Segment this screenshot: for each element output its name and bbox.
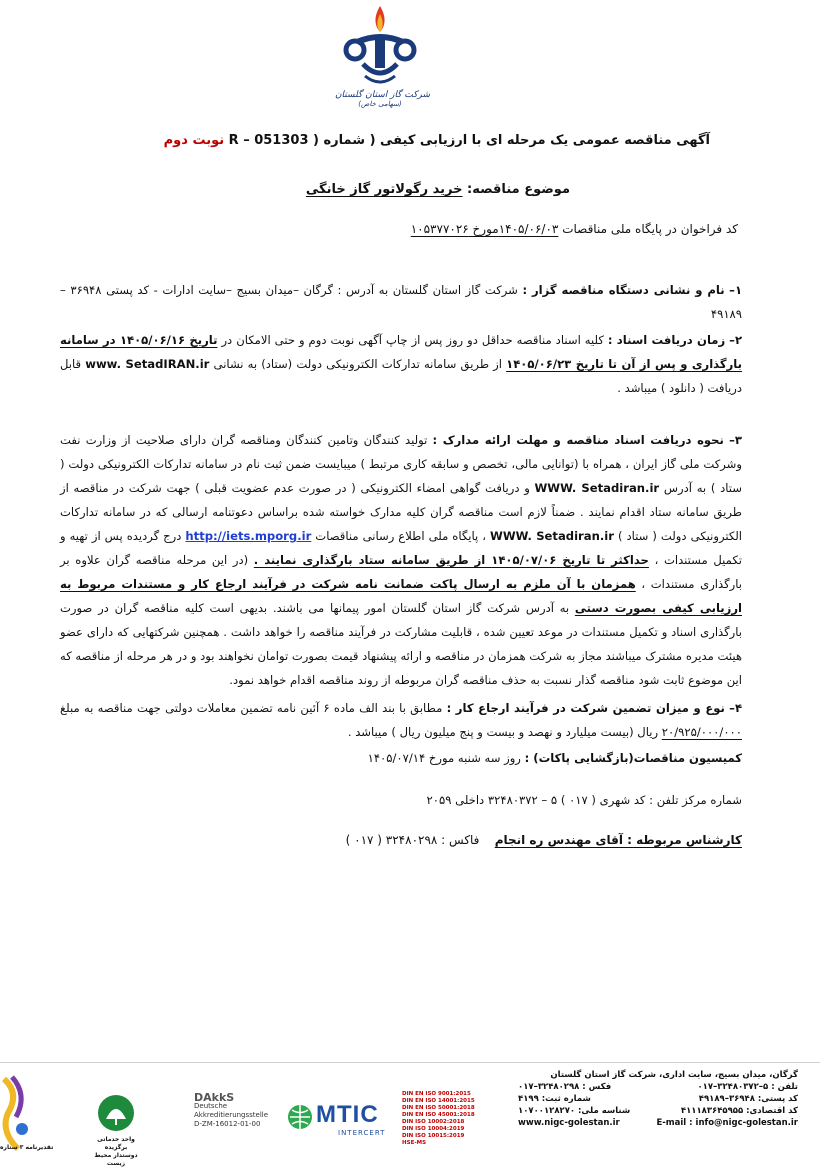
section-2-heading: زمان دریافت اسناد : xyxy=(607,333,726,347)
section-2-text-3: قابل دریافت ( دانلود ) میباشد . xyxy=(60,357,742,395)
section-3-text-4: درج گردیده پس از تهیه و تکمیل مستندات ، xyxy=(60,529,742,567)
iso-item: DIN EN ISO 9001:2015 xyxy=(402,1091,471,1097)
section-4-text-1: مطابق با بند الف ماده ۶ آئین نامه تضمین معاملات دولتی جهت مناقصه به مبلغ xyxy=(60,701,443,715)
section-3-text-1: تولید کنندگان وتامین کنندگان ومناقصه گران دارای صلاحیت از وزارت نفت وشرکت ملی گاز ایران ، همراه با (توانایی مالی، تخصص و سابقه کاری مرتبط ) میبایست ضمن ثبت نام در سامانه تدارکات الکترونیکی دولت ( ستاد ) به آدرس xyxy=(60,433,742,495)
section-1-text: شرکت گاز استان گلستان به آدرس : گرگان –میدان بسیج –سایت ادارات - کد پستی ۳۶۹۴۸ – ۴۹۱۸۹ xyxy=(60,283,742,321)
section-3-site-1: WWW. Setadiran.ir xyxy=(534,481,660,495)
section-2-text-2: از طریق سامانه تدارکات الکترونیکی دولت (ستاد) به نشانی xyxy=(213,357,502,371)
iso-item: DIN ISO 10015:2019 xyxy=(402,1133,465,1139)
section-3-heading: نحوه دریافت اسناد مناقصه و مهلت ارائه مدارک : xyxy=(432,433,724,447)
page-footer xyxy=(0,1062,820,1167)
section-3-number: ۳– xyxy=(729,433,742,447)
call-code-prefix: کد فراخوان در پایگاه ملی مناقصات xyxy=(562,222,738,236)
section-3-packet: همزمان با آن ملزم به ارسال پاکت ضمانت نامه شرکت در فرآیند ارجاع کار و مستندات مربوط به ارزیابی کیفی بصورت دستی xyxy=(60,577,742,615)
section-4-text-2: ریال (بیست میلیارد و نهصد و بیست و پنج میلیون ریال ) میباشد . xyxy=(347,725,659,739)
round-label: نوبت دوم xyxy=(163,133,225,148)
phone-center: شماره مرکز تلفن : کد شهری ( ۰۱۷ ) ۵ – ۳۲۴۸۰۳۷۲ داخلی ۲۰۵۹ xyxy=(426,793,742,807)
company-logo xyxy=(330,4,430,116)
section-3-text-3: ، پایگاه ملی اطلاع رسانی مناقصات xyxy=(315,529,487,543)
dakks-line-1: Deutsche xyxy=(194,1102,228,1110)
expert-contact xyxy=(60,828,742,852)
section-3-text-6: به آدرس شرکت گاز استان گلستان امور پیمانها می باشند. بدیهی است کلیه مناقصه گران در صورت بارگذاری اسناد و تکمیل مستندات در موعد تعیین شده ، قابلیت مشارکت در فرآیند مناقصه را خواهد داشت . همچنین شرکتهایی که دارای عضو هیئت مدیره مشترک میباشند مجاز به شرکت همزمان در مناقصه و ارائه پیشنهاد قیمت بصورت توامان نخواهند بود و در هر مرحله از مناقصه که این موضوع ثابت شود مناقصه گذار نسبت به حذف مناقصه گران مربوطه از روند مناقصه اقدام خواهد نمود. xyxy=(60,601,742,687)
section-2-text-1: کلیه اسناد مناقصه حداقل دو روز پس از چاپ آگهی نوبت دوم و حتی الامکان در xyxy=(221,333,604,347)
subject-label: موضوع مناقصه: xyxy=(467,182,570,197)
section-1-heading: نام و نشانی دستگاه مناقصه گزار : xyxy=(522,283,725,297)
mtic-text: MTIC xyxy=(316,1101,379,1128)
section-3 xyxy=(60,428,742,692)
section-3-site-2: WWW. Setadiran.ir xyxy=(490,529,614,543)
call-code-value: ۱۴۰۵/۰۶/۰۳مورخ ۱۰۵۳۷۷۰۲۶ xyxy=(410,222,559,236)
iets-link[interactable]: http://iets.mporg.ir xyxy=(185,529,312,543)
appreciation-label: تقدیرنامه ۳ ستاره xyxy=(0,1144,54,1151)
section-2-number: ۲– xyxy=(729,333,743,347)
footer-postal: کد پستی: ۳۶۹۴۸–۴۹۱۸۹ xyxy=(698,1094,798,1104)
section-4-number: ۴– xyxy=(729,701,743,715)
commission-heading: کمیسیون مناقصات(بازگشایی پاکات) : xyxy=(524,751,742,765)
logo-company-name: شرکت گاز استان گلستان xyxy=(334,90,430,100)
intercert-text: INTERCERT xyxy=(338,1129,386,1137)
notice-body xyxy=(60,278,742,852)
notice-title xyxy=(90,133,710,148)
section-3-text-5: (در این مرحله مناقصه گران علاوه بر بارگذاری مستندات ، xyxy=(60,553,742,591)
iso-item: DIN ISO 10004:2019 xyxy=(402,1126,465,1132)
section-2 xyxy=(60,328,742,400)
footer-nid: شناسه ملی: ۱۰۷۰۰۱۲۸۲۷۰ xyxy=(518,1106,631,1116)
subject-value: خرید رگولاتور گاز خانگی xyxy=(305,182,463,197)
dakks-title: DAkkS xyxy=(194,1091,235,1104)
env-line-1: واحد خدماتی برگزیده xyxy=(97,1136,135,1151)
dakks-line-3: D-ZM-16012-01-00 xyxy=(194,1120,261,1128)
footer-web[interactable]: www.nigc-golestan.ir xyxy=(518,1118,620,1128)
dakks-logo xyxy=(194,1093,286,1129)
commission xyxy=(60,746,742,770)
section-4-heading: نوع و میزان تضمین شرکت در فرآیند ارجاع کار : xyxy=(446,701,725,715)
iso-item: DIN EN ISO 14001:2015 xyxy=(402,1098,475,1104)
tender-number: R – 051303 ) xyxy=(228,133,319,148)
commission-text: روز سه شنبه مورخ ۱۴۰۵/۰۷/۱۴ xyxy=(367,751,521,765)
section-1 xyxy=(60,278,742,326)
tender-subject xyxy=(306,182,570,197)
iso-list xyxy=(402,1091,480,1147)
section-3-deadline: حداکثر تا تاریخ ۱۴۰۵/۰۷/۰۶ از طریق سامانه ستاد بارگذاری نمایند . xyxy=(253,553,649,567)
footer-fax: فکس : ۳۲۴۸۰۲۹۸–۰۱۷ xyxy=(518,1082,612,1092)
footer-address-block xyxy=(518,1069,798,1129)
iso-item: DIN EN ISO 50001:2018 xyxy=(402,1105,475,1111)
dakks-line-2: Akkreditierungsstelle xyxy=(194,1111,269,1119)
footer-phone: تلفن : ۵–۳۲۴۸۰۳۷۲–۰۱۷ xyxy=(697,1082,798,1092)
iso-item: DIN ISO 10002:2018 xyxy=(402,1119,465,1125)
iso-item: HSE-MS xyxy=(402,1140,427,1146)
logo-subtitle: (سهامی خاص) xyxy=(358,100,402,108)
section-1-number: ۱– xyxy=(729,283,743,297)
section-2-site: www. SetadIRAN.ir xyxy=(85,357,210,371)
section-3-text-2: و دریافت گواهی امضاء الکترونیکی ( در صورت عدم عضویت قبلی ) جهت شرکت در مناقصه از طریق سامانه ستاد اقدام نمایند . ضمناً لازم است مناقصه گران کلیه مدارک خواسته شده براساس دعوتنامه ارسالی که در سامانه تدارکات الکترونیکی دولت ( ستاد ) xyxy=(60,481,743,543)
environment-badge xyxy=(86,1093,146,1168)
mtic-logo xyxy=(286,1099,398,1143)
appreciation-ribbon-icon xyxy=(0,1073,32,1153)
section-2-dates: تاریخ ۱۴۰۵/۰۶/۱۶ در سامانه بارگذاری و پس از آن تا تاریخ ۱۴۰۵/۰۶/۲۳ xyxy=(60,333,742,371)
green-leaf-icon xyxy=(94,1093,138,1133)
call-code xyxy=(411,222,738,236)
expert-fax: فاکس : ۳۲۴۸۰۲۹۸ ( ۰۱۷ ) xyxy=(345,833,480,847)
footer-reg: شماره ثبت: ۴۱۹۹ xyxy=(518,1094,591,1104)
env-line-2: دوستدار محیط زیست xyxy=(94,1152,138,1167)
footer-econ: کد اقتصادی: ۴۱۱۱۸۳۶۴۵۹۵۵ xyxy=(680,1106,798,1116)
footer-address: گرگان، میدان بسیج، سایت اداری، شرکت گاز استان گلستان xyxy=(550,1070,798,1080)
guarantee-amount: ۲۰/۹۲۵/۰۰۰/۰۰۰ xyxy=(661,725,742,739)
title-main: آگهی مناقصه عمومی یک مرحله ای با ارزیابی کیفی ( شماره xyxy=(323,133,710,148)
gas-flame-logo-icon xyxy=(335,4,425,92)
footer-email[interactable]: E-mail : info@nigc-golestan.ir xyxy=(656,1118,798,1128)
expert-heading: کارشناس مربوطه : آقای مهندس ره انجام xyxy=(494,833,742,847)
section-4 xyxy=(60,696,742,744)
iso-item: DIN EN ISO 45001:2018 xyxy=(402,1112,475,1118)
